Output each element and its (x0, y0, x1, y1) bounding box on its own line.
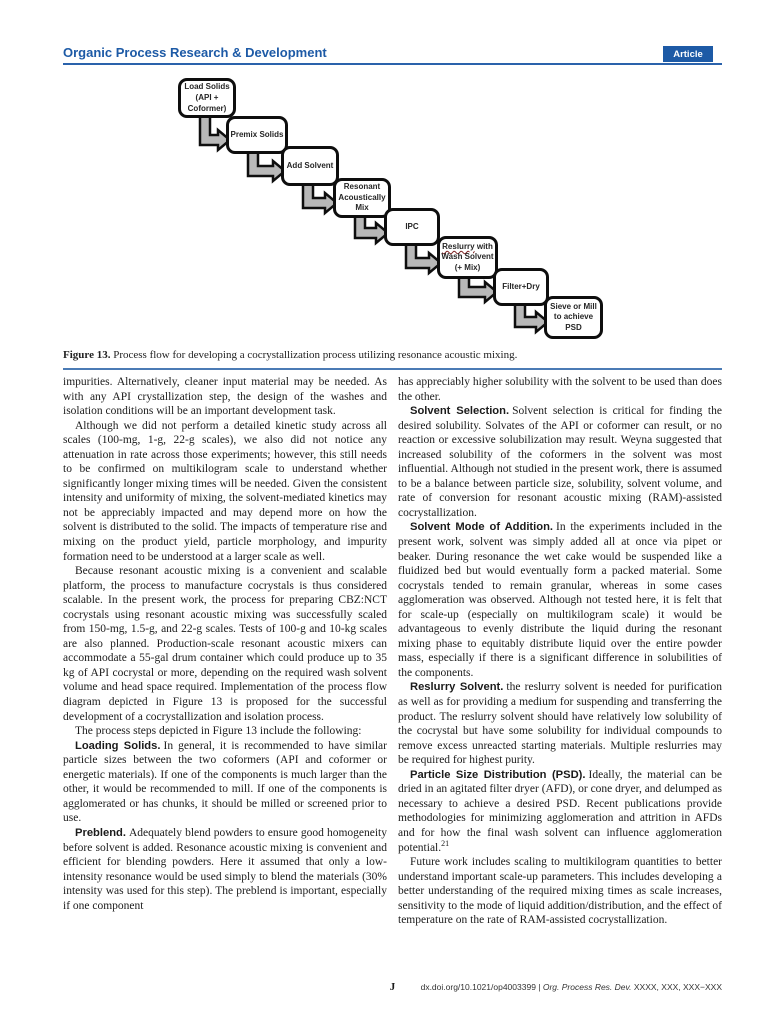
flow-step-filter-dry: Filter+Dry (493, 268, 549, 306)
left-column (63, 375, 387, 928)
figure-caption (63, 349, 722, 361)
flow-step-reslurry: Reslurry with Wash Solvent (+ Mix) (437, 236, 498, 279)
section-head: Particle Size Distribution (PSD). (410, 768, 586, 781)
paragraph-solvent-mode: Solvent Mode of Addition. In the experiments included in the present work, solvent was simply added all at once via pipet or beaker. During resonance the wet cake would be suspended like a fluidized bed but would eventually form a packed material. Some cocrystals tended to remain granular, whereas in some cases agglomeration was observed. Although not tested here, it is felt that for scale-up (especially on multikilogram scale) it would be advantageous to evenly distribute the liquid during the resonant mixing phase to equitably distribute liquid over the entire powder mass, especially if there is a significant difference in solubilities of the components. (398, 521, 722, 679)
paragraph: has appreciably higher solubility with the solvent to be used than does the other. (398, 376, 722, 403)
header-rule (63, 63, 722, 65)
section-head: Loading Solids. (75, 739, 161, 752)
doi-line (63, 982, 722, 992)
page-number: J (389, 981, 396, 993)
flow-step-ipc: IPC (384, 208, 440, 246)
caption-rule (63, 368, 722, 370)
figure-caption-text: Process flow for developing a cocrystallization process utilizing resonance acoustic mixing. (113, 349, 518, 361)
paragraph-reslurry-solvent: Reslurry Solvent. the reslurry solvent is needed for purification as well as for providing a medium for suspending and transferring the product. The reslurry solvent should have relatively low solubility of the cocrystal but have some solubility for individual compounds to remove excess unreacted starting materials. Multiple reslurries may be required for highest purity. (398, 681, 722, 767)
flow-step-premix-solids: Premix Solids (226, 116, 288, 154)
body-columns (63, 375, 722, 928)
doi-journal: Org. Process Res. Dev. (542, 982, 632, 992)
doi-suffix: XXXX, XXX, XXX−XXX (631, 982, 722, 992)
section-head: Solvent Selection. (410, 405, 510, 418)
paragraph: Because resonant acoustic mixing is a convenient and scalable platform, the process to manufacture cocrystals is thus considered scalable. In the present work, the process for preparing CBZ:NCT cocrystals using resonant acoustic mixing was successfully scaled from 150-mg, 1.5-g, and 22-g scales. Tests of 100-g and 10-kg scales are also planned. Production-scale resonant acoustic mixers can accommodate a 55-gal drum container which could produce up to 35 kg of API cocrystal or more, depending on the required wash solvent volume and head space required. Implementation of the process flow diagram depicted in Figure 13 is proposed for the successful development of a cocrystallization and isolation process. (63, 565, 387, 723)
flow-step-load-solids: Load Solids (API + Coformer) (178, 78, 236, 118)
paragraph-loading-solids: Loading Solids. In general, it is recommended to have similar particle sizes between the two coformers (API and coformer or energetic materials). If one of the components is much larger than the other, it would be recommended to mill. If one of the components is agglomerated or has chunks, it should be milled or screened prior to use. (63, 739, 387, 825)
figure-13-diagram (0, 76, 780, 348)
flow-step-sieve-mill: Sieve or Mill to achieve PSD (544, 296, 603, 339)
flow-step-add-solvent: Add Solvent (281, 146, 339, 186)
paragraph-psd: Particle Size Distribution (PSD). Ideally, the material can be dried in an agitated filter dryer (AFD), or cone dryer, and delumped as necessary to achieve a desired PSD. Recent publications provide methodologies for minimizing agglomeration and attrition in AFDs and for how the final wash solvent can influence agglomeration potential.$^{21}$ (398, 768, 722, 854)
journal-title: Organic Process Research & Development (63, 45, 327, 60)
paragraph: The process steps depicted in Figure 13 include the following: (75, 725, 362, 738)
section-head: Preblend. (75, 826, 126, 839)
paragraph: Although we did not perform a detailed kinetic study across all scales (100-mg, 1-g, 22-g scales), we also did not notice any attenuation in rate across those experiments; however, this still needs to be confirmed on multikilogram scale to understand whether significantly longer mixing times will be needed. Given the consistent intensity and uniformity of mixing, the solvent-mediated kinetics may not be appreciably impacted and may depend more on how the solvent is distributed to the solid. The impacts of temperature rise and mixing on the product yield, particle morphology, and impurity formation need to be understood at a larger scale as well. (63, 419, 387, 563)
article-badge[interactable]: Article (663, 46, 713, 62)
doi-prefix: dx.doi.org/10.1021/op4003399 | (420, 982, 543, 992)
flow-step-resonant-acoustic-mix: Resonant Acoustically Mix (333, 178, 391, 218)
paragraph: impurities. Alternatively, cleaner input material may be needed. As with any API crystallization step, the design of the washes and isolation conditions will be an important development task. (63, 376, 387, 418)
section-head: Reslurry Solvent. (410, 681, 504, 694)
paragraph: Future work includes scaling to multikilogram quantities to better understand important scale-up parameters. This includes developing a better understanding of the required mixing times as scale increases, sensitivity to the mode of liquid addition/distribution, and the effect of temperature on the rate of RAM-assisted cocrystallization. (398, 856, 722, 927)
paragraph-preblend: Preblend. Adequately blend powders to ensure good homogeneity before solvent is added. Resonance acoustic mixing is convenient and efficient for blending powders. Here it assumed that only a low-intensity resonance would be used simply to blend the materials (30% intensity was used for this step). The preblend is important, especially if one component (63, 826, 387, 912)
section-head: Solvent Mode of Addition. (410, 521, 554, 534)
right-column (398, 375, 722, 928)
paragraph-solvent-selection: Solvent Selection. Solvent selection is critical for finding the desired solubility. Solvates of the API or coformer can result, or no reaction or excessive solubilization may result. Weyna suggested that increased solubility of the coformers in the solvent was most influential. Although not studied in the present work, there is assumed to be a balance between particle size, solubility, solvent volume, and rate of conversion for resonant acoustic mixing (RAM)-assisted cocrystallization. (398, 405, 722, 519)
reference-21[interactable]: 21 (441, 838, 450, 848)
figure-caption-label: Figure 13. (63, 349, 111, 361)
